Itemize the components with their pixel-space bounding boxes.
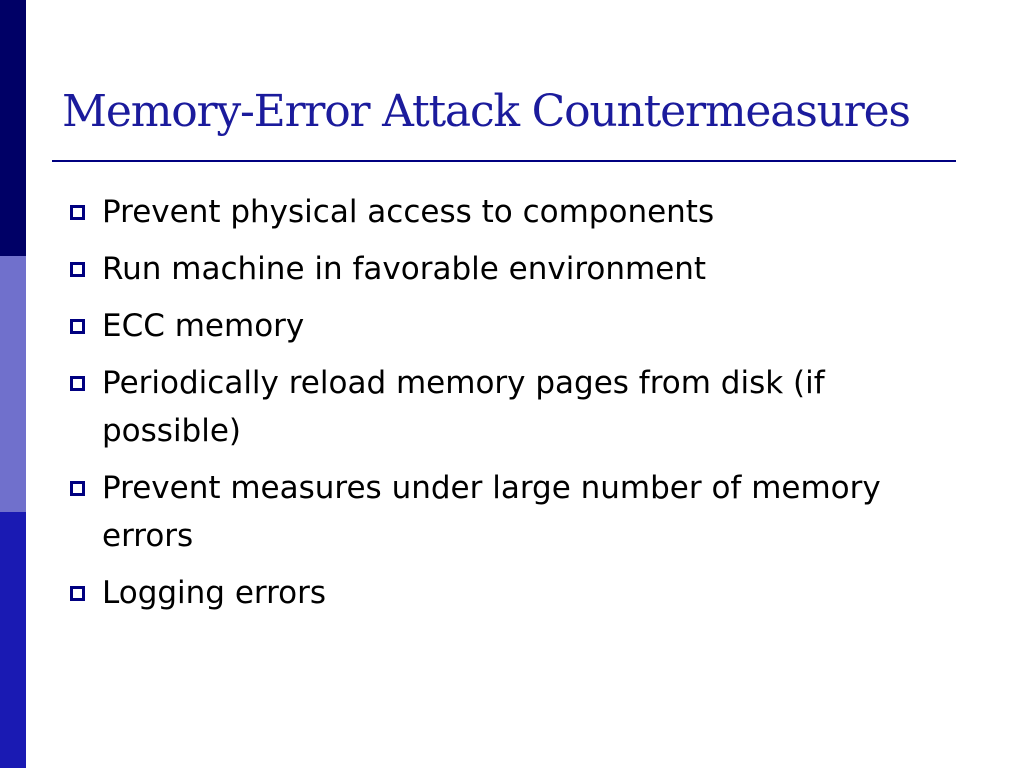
bullet-text: Logging errors — [102, 575, 327, 611]
bullet-item — [68, 188, 948, 236]
slide-title: Memory-Error Attack Countermeasures — [62, 86, 910, 137]
bullet-text: Prevent physical access to components — [102, 194, 715, 230]
sidebar-bottom-band — [0, 512, 26, 768]
bullet-item — [68, 569, 948, 617]
bullet-text: Prevent measures under large number of memory errors — [102, 470, 881, 554]
bullet-item — [68, 464, 948, 560]
bullet-text: ECC memory — [102, 308, 305, 344]
hollow-square-bullet-icon — [70, 376, 85, 391]
hollow-square-bullet-icon — [70, 205, 85, 220]
hollow-square-bullet-icon — [70, 262, 85, 277]
bullet-item — [68, 302, 948, 350]
sidebar-middle-band — [0, 256, 26, 512]
title-underline — [52, 160, 956, 162]
bullet-text: Periodically reload memory pages from disk (if possible) — [102, 365, 825, 449]
bullet-item — [68, 245, 948, 293]
hollow-square-bullet-icon — [70, 586, 85, 601]
hollow-square-bullet-icon — [70, 319, 85, 334]
bullet-list — [68, 188, 948, 626]
bullet-item — [68, 359, 948, 455]
hollow-square-bullet-icon — [70, 481, 85, 496]
sidebar-top-band — [0, 0, 26, 256]
bullet-text: Run machine in favorable environment — [102, 251, 707, 287]
